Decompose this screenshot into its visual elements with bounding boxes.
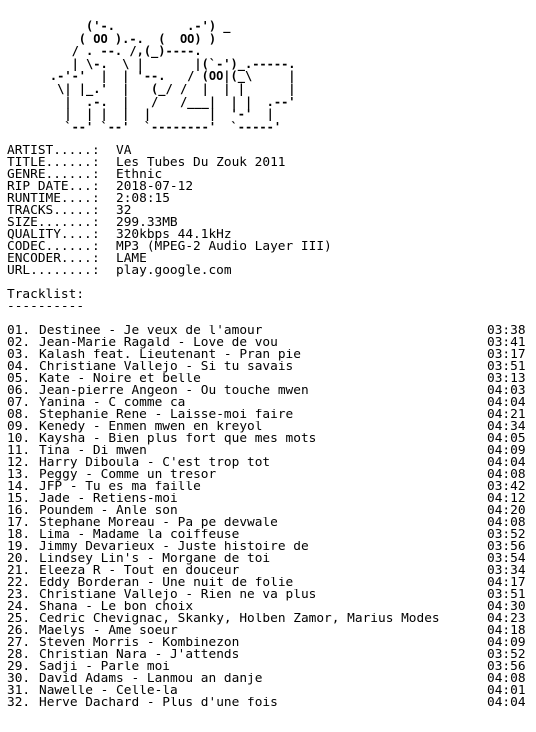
info-value: 2:08:15 <box>116 191 170 207</box>
track-row <box>7 661 531 673</box>
tracklist-rule: ---------- <box>7 299 85 315</box>
track-number: 07. <box>7 395 31 411</box>
track-title: Kate - Noire et belle <box>39 373 201 386</box>
track-title: Christiane Vallejo - Rien ne va plus <box>39 589 317 602</box>
track-duration: 03:42 <box>487 479 526 495</box>
track-title: Steven Morris - Kombinezon <box>39 637 240 650</box>
info-separator: : <box>92 263 100 279</box>
track-title: Kalash feat. Lieutenant - Pran pie <box>39 349 301 362</box>
track-duration: 04:03 <box>487 383 526 399</box>
track-row <box>7 397 531 409</box>
spacer <box>7 277 531 289</box>
info-value: 2018-07-12 <box>116 179 194 195</box>
track-duration: 04:05 <box>487 431 526 447</box>
track-row <box>7 637 531 649</box>
track-title: Harry Diboula - C'est trop tot <box>39 457 271 470</box>
track-number: 21. <box>7 563 31 579</box>
track-number: 16. <box>7 503 31 519</box>
info-value: 299.33MB <box>116 215 178 231</box>
track-title: Lindsey Lin's - Morgane de toi <box>39 553 271 566</box>
track-row <box>7 373 531 385</box>
track-row <box>7 649 531 661</box>
info-key: RUNTIME.... <box>7 191 92 207</box>
info-row <box>7 265 531 277</box>
info-value: Ethnic <box>116 167 163 183</box>
track-title: Jean-pierre Angeon - Ou touche mwen <box>39 385 309 398</box>
info-separator: : <box>92 191 100 207</box>
track-number: 01. <box>7 323 31 339</box>
info-value: play.google.com <box>116 263 232 279</box>
track-number: 17. <box>7 515 31 531</box>
track-duration: 03:52 <box>487 527 526 543</box>
track-duration: 04:04 <box>487 455 526 471</box>
track-number: 24. <box>7 599 31 615</box>
track-number: 25. <box>7 611 31 627</box>
track-title: Herve Dachard - Plus d'une fois <box>39 697 278 710</box>
track-title: Tina - Di mwen <box>39 445 147 458</box>
track-title: Stephanie Rene - Laisse-moi faire <box>39 409 294 422</box>
info-value: 320kbps 44.1kHz <box>116 227 232 243</box>
info-key: SIZE....... <box>7 215 92 231</box>
track-row <box>7 589 531 601</box>
track-duration: 03:38 <box>487 323 526 339</box>
track-number: 12. <box>7 455 31 471</box>
track-duration: 04:17 <box>487 575 526 591</box>
track-number: 02. <box>7 335 31 351</box>
track-row <box>7 433 531 445</box>
track-duration: 04:04 <box>487 395 526 411</box>
track-duration: 04:30 <box>487 599 526 615</box>
info-key: TRACKS..... <box>7 203 92 219</box>
track-number: 11. <box>7 443 31 459</box>
track-number: 14. <box>7 479 31 495</box>
track-row <box>7 601 531 613</box>
track-title: Sadji - Parle moi <box>39 661 170 674</box>
track-row <box>7 493 531 505</box>
info-separator: : <box>92 227 100 243</box>
track-duration: 03:13 <box>487 371 526 387</box>
info-separator: : <box>92 251 100 267</box>
track-title: Destinee - Je veux de l'amour <box>39 325 263 338</box>
track-title: Christiane Vallejo - Si tu savais <box>39 361 294 374</box>
track-row <box>7 421 531 433</box>
track-title: Jimmy Devarieux - Juste histoire de <box>39 541 309 554</box>
track-row <box>7 541 531 553</box>
track-number: 20. <box>7 551 31 567</box>
track-number: 32. <box>7 695 31 711</box>
track-duration: 04:01 <box>487 683 526 699</box>
track-number: 19. <box>7 539 31 555</box>
track-title: David Adams - Lanmou an danje <box>39 673 263 686</box>
info-separator: : <box>92 155 100 171</box>
track-number: 31. <box>7 683 31 699</box>
track-title: Kenedy - Enmen mwen en kreyol <box>39 421 263 434</box>
info-key: TITLE...... <box>7 155 92 171</box>
track-number: 04. <box>7 359 31 375</box>
ascii-art-logo: ('-. .-') _ ( OO ).-. ( OO) ) / . --. /,(_)----. | \-. \ | |(`-')_.-----. .-'-' | | '--. / (OO|(_\ | \| |_.' | (_/ / | | | | | .-. | / /___| | | .--' | | | | | | '-' | `--' `--' `--------' `-----' <box>49 19 296 134</box>
track-title: Poundem - Anle son <box>39 505 178 518</box>
track-row <box>7 685 531 697</box>
track-duration: 03:52 <box>487 647 526 663</box>
tracklist <box>7 325 531 709</box>
info-value: LAME <box>116 251 147 267</box>
track-number: 10. <box>7 431 31 447</box>
track-number: 06. <box>7 383 31 399</box>
info-value: 32 <box>116 203 132 219</box>
track-duration: 03:34 <box>487 563 526 579</box>
track-row <box>7 577 531 589</box>
track-title: Jean-Marie Ragald - Love de vou <box>39 337 278 350</box>
info-key: GENRE...... <box>7 167 92 183</box>
track-row <box>7 325 531 337</box>
track-row <box>7 481 531 493</box>
nfo-document <box>7 20 531 709</box>
track-row <box>7 565 531 577</box>
track-duration: 04:09 <box>487 635 526 651</box>
info-value: Les Tubes Du Zouk 2011 <box>116 155 286 171</box>
track-number: 26. <box>7 623 31 639</box>
track-title: Nawelle - Celle-la <box>39 685 178 698</box>
track-number: 05. <box>7 371 31 387</box>
track-number: 18. <box>7 527 31 543</box>
track-row <box>7 409 531 421</box>
track-duration: 03:56 <box>487 659 526 675</box>
track-number: 29. <box>7 659 31 675</box>
track-duration: 04:18 <box>487 623 526 639</box>
track-duration: 03:51 <box>487 359 526 375</box>
track-row <box>7 613 531 625</box>
track-title: Maelys - Ame soeur <box>39 625 178 638</box>
track-duration: 04:21 <box>487 407 526 423</box>
info-separator: : <box>92 143 100 159</box>
track-row <box>7 697 531 709</box>
track-title: Shana - Le bon choix <box>39 601 194 614</box>
track-duration: 04:34 <box>487 419 526 435</box>
info-key: RIP DATE... <box>7 179 92 195</box>
track-title: Peggy - Comme un tresor <box>39 469 217 482</box>
info-separator: : <box>92 167 100 183</box>
info-key: ARTIST..... <box>7 143 92 159</box>
tracklist-heading: Tracklist: <box>7 287 85 303</box>
track-title: Eddy Borderan - Une nuit de folie <box>39 577 294 590</box>
track-duration: 04:20 <box>487 503 526 519</box>
track-number: 13. <box>7 467 31 483</box>
info-key: QUALITY.... <box>7 227 92 243</box>
track-number: 09. <box>7 419 31 435</box>
track-row <box>7 337 531 349</box>
track-row <box>7 445 531 457</box>
track-duration: 03:17 <box>487 347 526 363</box>
track-title: Stephane Moreau - Pa pe devwale <box>39 517 278 530</box>
track-duration: 03:56 <box>487 539 526 555</box>
track-row <box>7 457 531 469</box>
track-title: JFP - Tu es ma faille <box>39 481 201 494</box>
track-number: 08. <box>7 407 31 423</box>
track-row <box>7 505 531 517</box>
track-row <box>7 361 531 373</box>
info-key: ENCODER.... <box>7 251 92 267</box>
track-number: 28. <box>7 647 31 663</box>
track-row <box>7 469 531 481</box>
track-duration: 03:41 <box>487 335 526 351</box>
info-key: CODEC...... <box>7 239 92 255</box>
track-title: Yanina - C comme ca <box>39 397 186 410</box>
track-number: 27. <box>7 635 31 651</box>
track-title: Kaysha - Bien plus fort que mes mots <box>39 433 317 446</box>
track-duration: 04:08 <box>487 671 526 687</box>
info-separator: : <box>92 215 100 231</box>
track-row <box>7 349 531 361</box>
info-separator: : <box>92 203 100 219</box>
track-row <box>7 385 531 397</box>
track-duration: 03:51 <box>487 587 526 603</box>
info-value: MP3 (MPEG-2 Audio Layer III) <box>116 239 332 255</box>
track-row <box>7 529 531 541</box>
track-number: 30. <box>7 671 31 687</box>
spacer <box>7 313 531 325</box>
track-duration: 04:04 <box>487 695 526 711</box>
track-title: Christian Nara - J'attends <box>39 649 240 662</box>
info-separator: : <box>92 239 100 255</box>
track-title: Cedric Chevignac, Skanky, Holben Zamor, Marius Modes <box>39 613 440 626</box>
track-duration: 04:08 <box>487 467 526 483</box>
info-value: VA <box>116 143 132 159</box>
track-duration: 03:54 <box>487 551 526 567</box>
track-number: 23. <box>7 587 31 603</box>
track-number: 03. <box>7 347 31 363</box>
track-number: 22. <box>7 575 31 591</box>
track-row <box>7 673 531 685</box>
track-row <box>7 553 531 565</box>
track-duration: 04:08 <box>487 515 526 531</box>
track-row <box>7 517 531 529</box>
track-row <box>7 625 531 637</box>
info-key: URL........ <box>7 263 92 279</box>
release-info <box>7 145 531 277</box>
track-duration: 04:12 <box>487 491 526 507</box>
track-title: Eleeza R - Tout en douceur <box>39 565 240 578</box>
track-title: Lima - Madame la coiffeuse <box>39 529 240 542</box>
info-separator: : <box>92 179 100 195</box>
track-duration: 04:09 <box>487 443 526 459</box>
track-duration: 04:23 <box>487 611 526 627</box>
track-title: Jade - Retiens-moi <box>39 493 178 506</box>
track-number: 15. <box>7 491 31 507</box>
